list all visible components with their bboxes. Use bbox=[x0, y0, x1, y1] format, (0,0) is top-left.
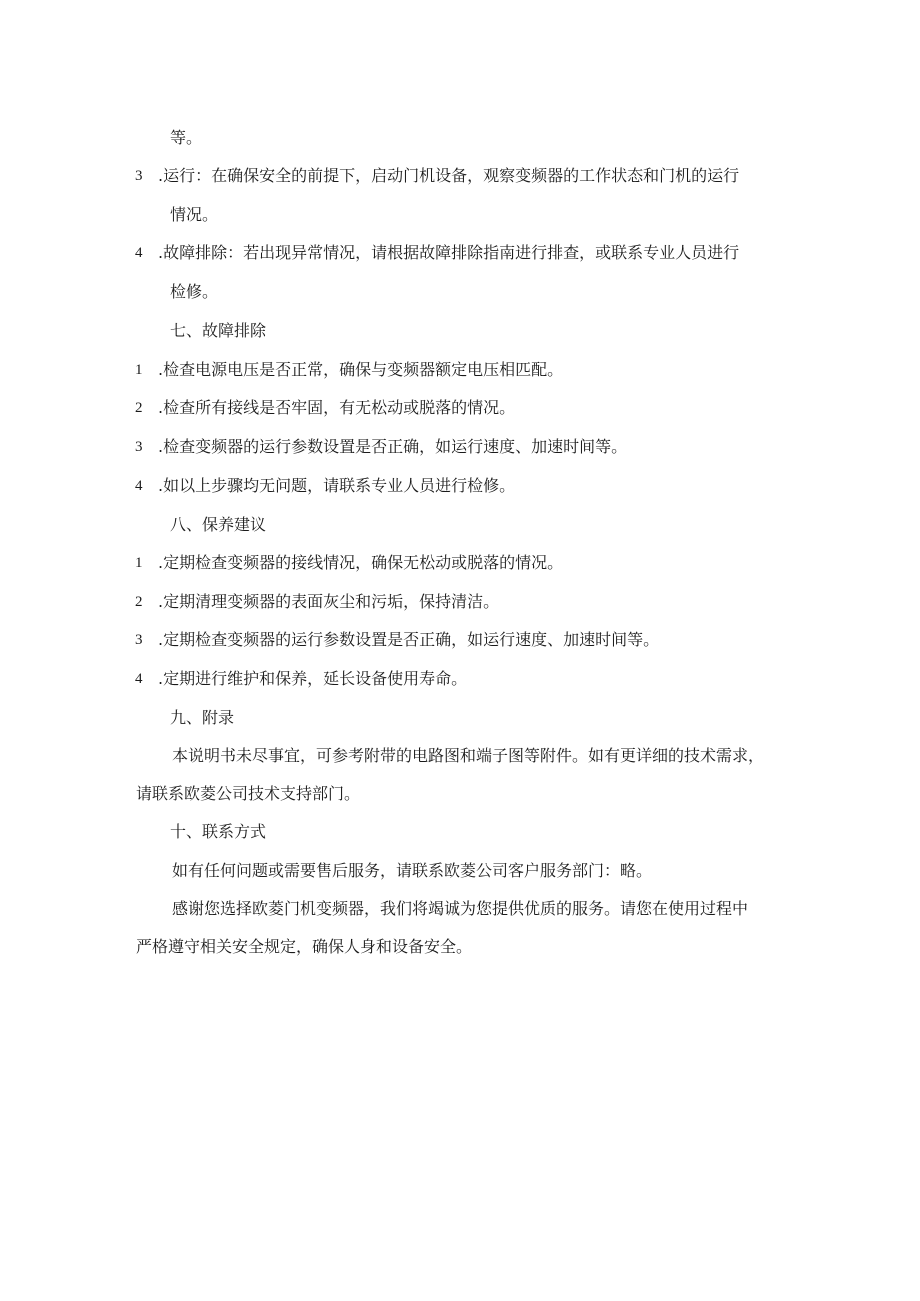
list-item-number: 3 bbox=[135, 439, 143, 455]
section-heading-troubleshooting: 七、故障排除 bbox=[170, 321, 267, 340]
list-item-number: 1 bbox=[135, 555, 143, 571]
list-item-text: .定期进行维护和保养，延长设备使用寿命。 bbox=[158, 669, 468, 688]
list-item-number: 2 bbox=[135, 400, 143, 416]
list-item-number: 3 bbox=[135, 632, 143, 648]
list-item-continuation: 检修。 bbox=[170, 282, 219, 301]
continuation-text: 等。 bbox=[170, 128, 203, 147]
list-item-number: 4 bbox=[135, 671, 143, 687]
list-item-number: 4 bbox=[135, 478, 143, 494]
list-item-number: 3 bbox=[135, 168, 143, 184]
list-item-text: .故障排除：若出现异常情况，请根据故障排除指南进行排查，或联系专业人员进行 bbox=[158, 243, 740, 262]
section-heading-contact: 十、联系方式 bbox=[170, 822, 267, 841]
list-item-text: .运行：在确保安全的前提下，启动门机设备，观察变频器的工作状态和门机的运行 bbox=[158, 166, 740, 185]
list-item-text: .定期检查变频器的运行参数设置是否正确，如运行速度、加速时间等。 bbox=[158, 630, 660, 649]
list-item-text: .定期检查变频器的接线情况，确保无松动或脱落的情况。 bbox=[158, 553, 564, 572]
list-item-text: .如以上步骤均无问题，请联系专业人员进行检修。 bbox=[158, 476, 516, 495]
list-item-text: .检查变频器的运行参数设置是否正确，如运行速度、加速时间等。 bbox=[158, 437, 628, 456]
closing-paragraph-line: 严格遵守相关安全规定，确保人身和设备安全。 bbox=[136, 937, 473, 956]
section-heading-maintenance: 八、保养建议 bbox=[170, 515, 267, 534]
section-heading-appendix: 九、附录 bbox=[170, 708, 235, 727]
list-item-text: .检查所有接线是否牢固，有无松动或脱落的情况。 bbox=[158, 398, 516, 417]
list-item-number: 4 bbox=[135, 245, 143, 261]
list-item-number: 1 bbox=[135, 362, 143, 378]
list-item-continuation: 情况。 bbox=[170, 205, 219, 224]
contact-paragraph: 如有任何问题或需要售后服务，请联系欧菱公司客户服务部门：略。 bbox=[172, 861, 653, 880]
list-item-text: .定期清理变频器的表面灰尘和污垢，保持清洁。 bbox=[158, 592, 500, 611]
appendix-paragraph-line: 请联系欧菱公司技术支持部门。 bbox=[136, 784, 361, 803]
list-item-text: .检查电源电压是否正常，确保与变频器额定电压相匹配。 bbox=[158, 360, 564, 379]
list-item-number: 2 bbox=[135, 594, 143, 610]
closing-paragraph-line: 感谢您选择欧菱门机变频器，我们将竭诚为您提供优质的服务。请您在使用过程中 bbox=[172, 899, 749, 918]
appendix-paragraph-line: 本说明书未尽事宜，可参考附带的电路图和端子图等附件。如有更详细的技术需求， bbox=[172, 746, 765, 765]
